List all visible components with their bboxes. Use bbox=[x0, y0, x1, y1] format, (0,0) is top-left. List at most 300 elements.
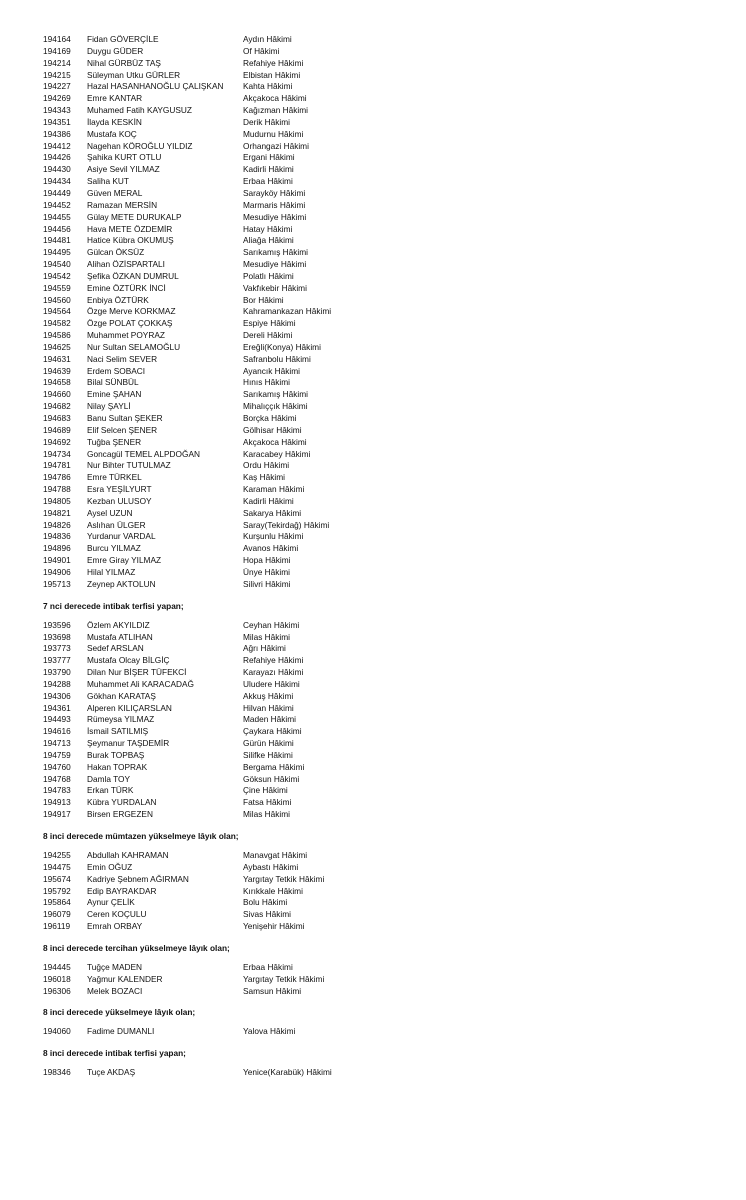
registry-number: 194412 bbox=[43, 140, 71, 151]
list-item bbox=[43, 962, 723, 974]
judge-name: Asiye Sevil YILMAZ bbox=[87, 164, 160, 175]
assigned-court: Sakarya Hâkimi bbox=[243, 507, 302, 518]
list-item bbox=[43, 425, 723, 437]
list-item bbox=[43, 129, 723, 141]
assigned-court: Aydın Hâkimi bbox=[243, 34, 292, 44]
assigned-court: Karayazı Hâkimi bbox=[243, 667, 304, 678]
judge-name: İlayda KESKİN bbox=[87, 116, 142, 127]
assigned-court: Marmaris Hâkimi bbox=[243, 199, 306, 210]
judge-name: Emine ÖZTÜRK İNCİ bbox=[87, 282, 166, 293]
list-item bbox=[43, 295, 723, 307]
assigned-court: Samsun Hâkimi bbox=[243, 985, 302, 996]
judge-name: Emre TÜRKEL bbox=[87, 472, 142, 483]
list-item bbox=[43, 714, 723, 726]
judge-name: Melek BOZACI bbox=[87, 985, 143, 996]
judge-name: Esra YEŞİLYURT bbox=[87, 484, 152, 495]
list-item bbox=[43, 401, 723, 413]
section bbox=[43, 591, 723, 821]
judge-name: Abdullah KAHRAMAN bbox=[87, 850, 169, 860]
registry-number: 193596 bbox=[43, 619, 71, 630]
assigned-court: Yenişehir Hâkimi bbox=[243, 921, 305, 932]
assigned-court: Avanos Hâkimi bbox=[243, 543, 299, 554]
registry-number: 194351 bbox=[43, 116, 71, 127]
list-item bbox=[43, 46, 723, 58]
list-item bbox=[43, 188, 723, 200]
list-item bbox=[43, 437, 723, 449]
assigned-court: Elbistan Hâkimi bbox=[243, 69, 301, 80]
registry-number: 194060 bbox=[43, 1026, 71, 1037]
list-item bbox=[43, 785, 723, 797]
assigned-court: Polatlı Hâkimi bbox=[243, 270, 294, 281]
list-item bbox=[43, 520, 723, 532]
assigned-court: Mihalıççık Hâkimi bbox=[243, 401, 308, 412]
registry-number: 194445 bbox=[43, 961, 71, 972]
assigned-court: Mesudiye Hâkimi bbox=[243, 211, 307, 222]
list-item bbox=[43, 531, 723, 543]
list-item bbox=[43, 909, 723, 921]
judge-name: Özge POLAT ÇOKKAŞ bbox=[87, 318, 173, 329]
list-item bbox=[43, 460, 723, 472]
judge-name: Damla TOY bbox=[87, 773, 131, 784]
list-item bbox=[43, 986, 723, 998]
judge-name: Emre Giray YILMAZ bbox=[87, 555, 162, 566]
judge-name: Ramazan MERSİN bbox=[87, 199, 158, 210]
list-item bbox=[43, 667, 723, 679]
judge-name: İsmail SATILMIŞ bbox=[87, 726, 149, 737]
list-item bbox=[43, 643, 723, 655]
list-item bbox=[43, 691, 723, 703]
assigned-court: Karacabey Hâkimi bbox=[243, 448, 311, 459]
assigned-court: Hilvan Hâkimi bbox=[243, 702, 294, 713]
list-item bbox=[43, 354, 723, 366]
list-item bbox=[43, 141, 723, 153]
judge-name: Aslıhan ÜLGER bbox=[87, 519, 146, 530]
judge-name: Mustafa Olcay BİLGİÇ bbox=[87, 655, 170, 666]
list-item bbox=[43, 1026, 723, 1038]
judge-name: Duygu GÜDER bbox=[87, 45, 144, 56]
registry-number: 194616 bbox=[43, 726, 71, 737]
assigned-court: Uludere Hâkimi bbox=[243, 678, 300, 689]
section bbox=[43, 34, 723, 591]
judge-name: Hilal YILMAZ bbox=[87, 566, 136, 577]
assigned-court: Karaman Hâkimi bbox=[243, 484, 305, 495]
assigned-court: Refahiye Hâkimi bbox=[243, 655, 304, 666]
assigned-court: Ayancık Hâkimi bbox=[243, 365, 301, 376]
registry-number: 194660 bbox=[43, 389, 71, 400]
judge-name: Süleyman Utku GÜRLER bbox=[87, 69, 181, 80]
registry-number: 194493 bbox=[43, 714, 71, 725]
registry-number: 194564 bbox=[43, 306, 71, 317]
section-heading: 8 inci derecede tercihan yükselmeye lâyık olan; bbox=[43, 942, 230, 953]
registry-number: 194906 bbox=[43, 566, 71, 577]
registry-number: 194475 bbox=[43, 861, 71, 872]
judge-name: Gülcan ÖKSÜZ bbox=[87, 247, 145, 258]
assigned-court: Kahramankazan Hâkimi bbox=[243, 306, 332, 317]
judge-name: Hazal HASANHANOĞLU ÇALIŞKAN bbox=[87, 81, 224, 92]
section bbox=[43, 997, 723, 1038]
judge-name: Rümeysa YILMAZ bbox=[87, 714, 155, 725]
judge-name: Özlem AKYILDIZ bbox=[87, 619, 150, 630]
judge-name: Alihan ÖZİSPARTALI bbox=[87, 259, 165, 270]
list-item bbox=[43, 34, 723, 46]
judge-name: Yurdanur VARDAL bbox=[87, 531, 156, 542]
assigned-court: Göksun Hâkimi bbox=[243, 773, 300, 784]
document-body bbox=[43, 34, 723, 1079]
assigned-court: Çine Hâkimi bbox=[243, 785, 288, 796]
list-item bbox=[43, 738, 723, 750]
judge-name: Alperen KILIÇARSLAN bbox=[87, 702, 172, 713]
registry-number: 194781 bbox=[43, 460, 71, 471]
registry-number: 196018 bbox=[43, 973, 71, 984]
judge-name: Emin OĞUZ bbox=[87, 861, 133, 872]
assigned-court: Sivas Hâkimi bbox=[243, 909, 291, 920]
registry-number: 195792 bbox=[43, 885, 71, 896]
assigned-court: Kırıkkale Hâkimi bbox=[243, 885, 303, 896]
judge-name: Muhamed Fatih KAYGUSUZ bbox=[87, 105, 192, 116]
assigned-court: Silifke Hâkimi bbox=[243, 749, 293, 760]
list-item bbox=[43, 81, 723, 93]
judge-name: Fidan GÖVERÇİLE bbox=[87, 34, 159, 44]
judge-name: Kübra YURDALAN bbox=[87, 797, 157, 808]
assigned-court: Kurşunlu Hâkimi bbox=[243, 531, 304, 542]
assigned-court: Bolu Hâkimi bbox=[243, 897, 288, 908]
judge-name: Birsen ERGEZEN bbox=[87, 809, 153, 820]
assigned-court: Kadirli Hâkimi bbox=[243, 495, 294, 506]
registry-number: 194896 bbox=[43, 543, 71, 554]
list-item bbox=[43, 543, 723, 555]
assigned-court: Ağrı Hâkimi bbox=[243, 643, 286, 654]
list-item bbox=[43, 271, 723, 283]
list-item bbox=[43, 886, 723, 898]
registry-number: 194227 bbox=[43, 81, 71, 92]
registry-number: 194449 bbox=[43, 187, 71, 198]
registry-number: 194760 bbox=[43, 761, 71, 772]
list-item bbox=[43, 283, 723, 295]
judge-name: Yağmur KALENDER bbox=[87, 973, 163, 984]
registry-number: 194682 bbox=[43, 401, 71, 412]
list-item bbox=[43, 117, 723, 129]
assigned-court: Mesudiye Hâkimi bbox=[243, 259, 307, 270]
judge-name: Enbiya ÖZTÜRK bbox=[87, 294, 149, 305]
assigned-court: Yalova Hâkimi bbox=[243, 1026, 296, 1037]
judge-name: Aynur ÇELİK bbox=[87, 897, 135, 908]
judge-name: Elif Selcen ŞENER bbox=[87, 424, 158, 435]
registry-number: 194386 bbox=[43, 128, 71, 139]
judge-name: Gülay METE DURUKALP bbox=[87, 211, 182, 222]
judge-name: Nur Bihter TUTULMAZ bbox=[87, 460, 171, 471]
registry-number: 194683 bbox=[43, 413, 71, 423]
judge-name: Tuğba ŞENER bbox=[87, 436, 142, 447]
list-item bbox=[43, 342, 723, 354]
judge-name: Naci Selim SEVER bbox=[87, 353, 158, 364]
assigned-court: Kaş Hâkimi bbox=[243, 472, 285, 483]
section-heading: 7 nci derecede intibak terfisi yapan; bbox=[43, 600, 184, 611]
list-item bbox=[43, 809, 723, 821]
list-item bbox=[43, 472, 723, 484]
registry-number: 194783 bbox=[43, 785, 71, 796]
registry-number: 196079 bbox=[43, 909, 71, 920]
judge-name: Nagehan KÖROĞLU YILDIZ bbox=[87, 140, 193, 151]
registry-number: 194434 bbox=[43, 176, 71, 187]
list-item bbox=[43, 862, 723, 874]
registry-number: 195864 bbox=[43, 897, 71, 908]
judge-name: Tuğçe MADEN bbox=[87, 961, 143, 972]
judge-name: Burcu YILMAZ bbox=[87, 543, 141, 554]
registry-number: 194692 bbox=[43, 436, 71, 447]
registry-number: 194560 bbox=[43, 294, 71, 305]
judge-name: Şeymanur TAŞDEMİR bbox=[87, 738, 170, 749]
assigned-court: Safranbolu Hâkimi bbox=[243, 353, 311, 364]
registry-number: 194343 bbox=[43, 105, 71, 116]
judge-name: Hakan TOPRAK bbox=[87, 761, 148, 772]
list-item bbox=[43, 774, 723, 786]
assigned-court: Hınıs Hâkimi bbox=[243, 377, 291, 388]
judge-name: Şefika ÖZKAN DUMRUL bbox=[87, 270, 179, 281]
list-item bbox=[43, 235, 723, 247]
registry-number: 194826 bbox=[43, 519, 71, 530]
assigned-court: Sarıkamış Hâkimi bbox=[243, 389, 309, 400]
judge-name: Banu Sultan ŞEKER bbox=[87, 413, 163, 423]
registry-number: 194542 bbox=[43, 270, 71, 281]
assigned-court: Ordu Hâkimi bbox=[243, 460, 290, 471]
registry-number: 194426 bbox=[43, 152, 71, 163]
judge-name: Bilal SÜNBÜL bbox=[87, 377, 139, 388]
registry-number: 194455 bbox=[43, 211, 71, 222]
judge-name: Gökhan KARATAŞ bbox=[87, 690, 156, 701]
registry-number: 194214 bbox=[43, 57, 71, 68]
section bbox=[43, 1038, 723, 1079]
assigned-court: Espiye Hâkimi bbox=[243, 318, 296, 329]
assigned-court: Yenice(Karabük) Hâkimi bbox=[243, 1067, 332, 1078]
assigned-court: Refahiye Hâkimi bbox=[243, 57, 304, 68]
list-item bbox=[43, 449, 723, 461]
judge-name: Özge Merve KORKMAZ bbox=[87, 306, 176, 317]
registry-number: 194169 bbox=[43, 45, 71, 56]
registry-number: 195674 bbox=[43, 873, 71, 884]
judge-name: Erdem SOBACI bbox=[87, 365, 146, 376]
list-item bbox=[43, 632, 723, 644]
list-item bbox=[43, 726, 723, 738]
assigned-court: Akçakoca Hâkimi bbox=[243, 436, 307, 447]
assigned-court: Ergani Hâkimi bbox=[243, 152, 295, 163]
list-item bbox=[43, 105, 723, 117]
list-item bbox=[43, 579, 723, 591]
list-item bbox=[43, 389, 723, 401]
registry-number: 194901 bbox=[43, 555, 71, 566]
list-item bbox=[43, 164, 723, 176]
judge-name: Sedef ARSLAN bbox=[87, 643, 144, 654]
list-item bbox=[43, 93, 723, 105]
registry-number: 194913 bbox=[43, 797, 71, 808]
assigned-court: Gürün Hâkimi bbox=[243, 738, 294, 749]
assigned-court: Ereğli(Konya) Hâkimi bbox=[243, 341, 321, 352]
registry-number: 194495 bbox=[43, 247, 71, 258]
judge-name: Şahika KURT OTLU bbox=[87, 152, 162, 163]
registry-number: 194821 bbox=[43, 507, 71, 518]
list-item bbox=[43, 1067, 723, 1079]
list-item bbox=[43, 377, 723, 389]
registry-number: 198346 bbox=[43, 1067, 71, 1078]
registry-number: 193790 bbox=[43, 667, 71, 678]
judge-name: Muhammet POYRAZ bbox=[87, 330, 165, 341]
registry-number: 194306 bbox=[43, 690, 71, 701]
assigned-court: Dereli Hâkimi bbox=[243, 330, 293, 341]
registry-number: 194559 bbox=[43, 282, 71, 293]
judge-name: Saliha KUT bbox=[87, 176, 129, 187]
judge-name: Emine ŞAHAN bbox=[87, 389, 142, 400]
assigned-court: Ceyhan Hâkimi bbox=[243, 619, 300, 630]
section-heading: 8 inci derecede intibak terfisi yapan; bbox=[43, 1048, 186, 1059]
judge-name: Burak TOPBAŞ bbox=[87, 749, 145, 760]
list-item bbox=[43, 212, 723, 224]
judge-name: Fadime DUMANLI bbox=[87, 1026, 155, 1037]
assigned-court: Bor Hâkimi bbox=[243, 294, 284, 305]
assigned-court: Kahta Hâkimi bbox=[243, 81, 293, 92]
judge-name: Dilan Nur BİŞER TÜFEKCİ bbox=[87, 667, 187, 678]
assigned-court: Ünye Hâkimi bbox=[243, 566, 291, 577]
assigned-court: Kağızman Hâkimi bbox=[243, 105, 309, 116]
registry-number: 194540 bbox=[43, 259, 71, 270]
assigned-court: Akçakoca Hâkimi bbox=[243, 93, 307, 104]
registry-number: 194713 bbox=[43, 738, 71, 749]
list-item bbox=[43, 224, 723, 236]
assigned-court: Çaykara Hâkimi bbox=[243, 726, 302, 737]
list-item bbox=[43, 797, 723, 809]
assigned-court: Milas Hâkimi bbox=[243, 631, 291, 642]
registry-number: 194288 bbox=[43, 678, 71, 689]
registry-number: 194582 bbox=[43, 318, 71, 329]
judge-name: Aysel UZUN bbox=[87, 507, 133, 518]
assigned-court: Milas Hâkimi bbox=[243, 809, 291, 820]
assigned-court: Derik Hâkimi bbox=[243, 116, 291, 127]
registry-number: 193698 bbox=[43, 631, 71, 642]
assigned-court: Mudurnu Hâkimi bbox=[243, 128, 304, 139]
list-item bbox=[43, 850, 723, 862]
list-item bbox=[43, 620, 723, 632]
list-item bbox=[43, 762, 723, 774]
registry-number: 194768 bbox=[43, 773, 71, 784]
assigned-court: Kadirli Hâkimi bbox=[243, 164, 294, 175]
list-item bbox=[43, 484, 723, 496]
list-item bbox=[43, 247, 723, 259]
judge-name: Ceren KOÇULU bbox=[87, 909, 147, 920]
judge-name: Muhammet Ali KARACADAĞ bbox=[87, 678, 194, 689]
list-item bbox=[43, 679, 723, 691]
section-heading: 8 inci derecede yükselmeye lâyık olan; bbox=[43, 1007, 196, 1018]
judge-name: Emrah ORBAY bbox=[87, 921, 143, 932]
list-item bbox=[43, 750, 723, 762]
list-item bbox=[43, 200, 723, 212]
judge-name: Emre KANTAR bbox=[87, 93, 143, 104]
judge-name: Hatice Kübra OKUMUŞ bbox=[87, 235, 174, 246]
judge-name: Hava METE ÖZDEMİR bbox=[87, 223, 173, 234]
assigned-court: Maden Hâkimi bbox=[243, 714, 297, 725]
registry-number: 194452 bbox=[43, 199, 71, 210]
assigned-court: Of Hâkimi bbox=[243, 45, 280, 56]
assigned-court: Hopa Hâkimi bbox=[243, 555, 291, 566]
registry-number: 194917 bbox=[43, 809, 71, 820]
registry-number: 196306 bbox=[43, 985, 71, 996]
registry-number: 194805 bbox=[43, 495, 71, 506]
assigned-court: Hatay Hâkimi bbox=[243, 223, 293, 234]
list-item bbox=[43, 703, 723, 715]
list-item bbox=[43, 70, 723, 82]
list-item bbox=[43, 366, 723, 378]
list-item bbox=[43, 58, 723, 70]
judge-name: Mustafa KOÇ bbox=[87, 128, 137, 139]
assigned-court: Saray(Tekirdağ) Hâkimi bbox=[243, 519, 330, 530]
list-item bbox=[43, 655, 723, 667]
list-item bbox=[43, 496, 723, 508]
registry-number: 196119 bbox=[43, 921, 71, 932]
registry-number: 194631 bbox=[43, 353, 71, 364]
registry-number: 194255 bbox=[43, 850, 71, 860]
registry-number: 194430 bbox=[43, 164, 71, 175]
registry-number: 193773 bbox=[43, 643, 71, 654]
judge-name: Kadriye Şebnem AĞIRMAN bbox=[87, 873, 189, 884]
list-item bbox=[43, 508, 723, 520]
judge-name: Nur Sultan SELAMOĞLU bbox=[87, 341, 181, 352]
section-heading: 8 inci derecede mümtazen yükselmeye lâyık olan; bbox=[43, 831, 239, 841]
list-item bbox=[43, 306, 723, 318]
registry-number: 194361 bbox=[43, 702, 71, 713]
list-item bbox=[43, 413, 723, 425]
registry-number: 194734 bbox=[43, 448, 71, 459]
judge-name: Zeynep AKTOLUN bbox=[87, 578, 156, 589]
registry-number: 194481 bbox=[43, 235, 71, 246]
assigned-court: Bergama Hâkimi bbox=[243, 761, 305, 772]
assigned-court: Aybastı Hâkimi bbox=[243, 861, 299, 872]
assigned-court: Manavgat Hâkimi bbox=[243, 850, 308, 860]
assigned-court: Vakfıkebir Hâkimi bbox=[243, 282, 307, 293]
list-item bbox=[43, 330, 723, 342]
assigned-court: Sarıkamış Hâkimi bbox=[243, 247, 309, 258]
judge-name: Edip BAYRAKDAR bbox=[87, 885, 157, 896]
assigned-court: Yargıtay Tetkik Hâkimi bbox=[243, 873, 325, 884]
registry-number: 194164 bbox=[43, 34, 71, 44]
judge-name: Mustafa ATLIHAN bbox=[87, 631, 153, 642]
registry-number: 193777 bbox=[43, 655, 71, 666]
list-item bbox=[43, 318, 723, 330]
assigned-court: Borçka Hâkimi bbox=[243, 413, 297, 423]
list-item bbox=[43, 567, 723, 579]
section bbox=[43, 821, 723, 933]
assigned-court: Erbaa Hâkimi bbox=[243, 961, 293, 972]
registry-number: 194759 bbox=[43, 749, 71, 760]
list-item bbox=[43, 176, 723, 188]
judge-name: Nihal GÜRBÜZ TAŞ bbox=[87, 57, 161, 68]
registry-number: 194836 bbox=[43, 531, 71, 542]
section bbox=[43, 933, 723, 998]
assigned-court: Erbaa Hâkimi bbox=[243, 176, 293, 187]
judge-name: Nilay ŞAYLİ bbox=[87, 401, 131, 412]
assigned-court: Fatsa Hâkimi bbox=[243, 797, 292, 808]
registry-number: 194456 bbox=[43, 223, 71, 234]
judge-name: Tuçe AKDAŞ bbox=[87, 1067, 136, 1078]
assigned-court: Orhangazi Hâkimi bbox=[243, 140, 309, 151]
assigned-court: Gölhisar Hâkimi bbox=[243, 424, 302, 435]
list-item bbox=[43, 555, 723, 567]
registry-number: 195713 bbox=[43, 578, 71, 589]
list-item bbox=[43, 152, 723, 164]
list-item bbox=[43, 974, 723, 986]
registry-number: 194786 bbox=[43, 472, 71, 483]
assigned-court: Silivri Hâkimi bbox=[243, 578, 291, 589]
registry-number: 194586 bbox=[43, 330, 71, 341]
judge-name: Güven MERAL bbox=[87, 187, 143, 198]
registry-number: 194639 bbox=[43, 365, 71, 376]
list-item bbox=[43, 921, 723, 933]
